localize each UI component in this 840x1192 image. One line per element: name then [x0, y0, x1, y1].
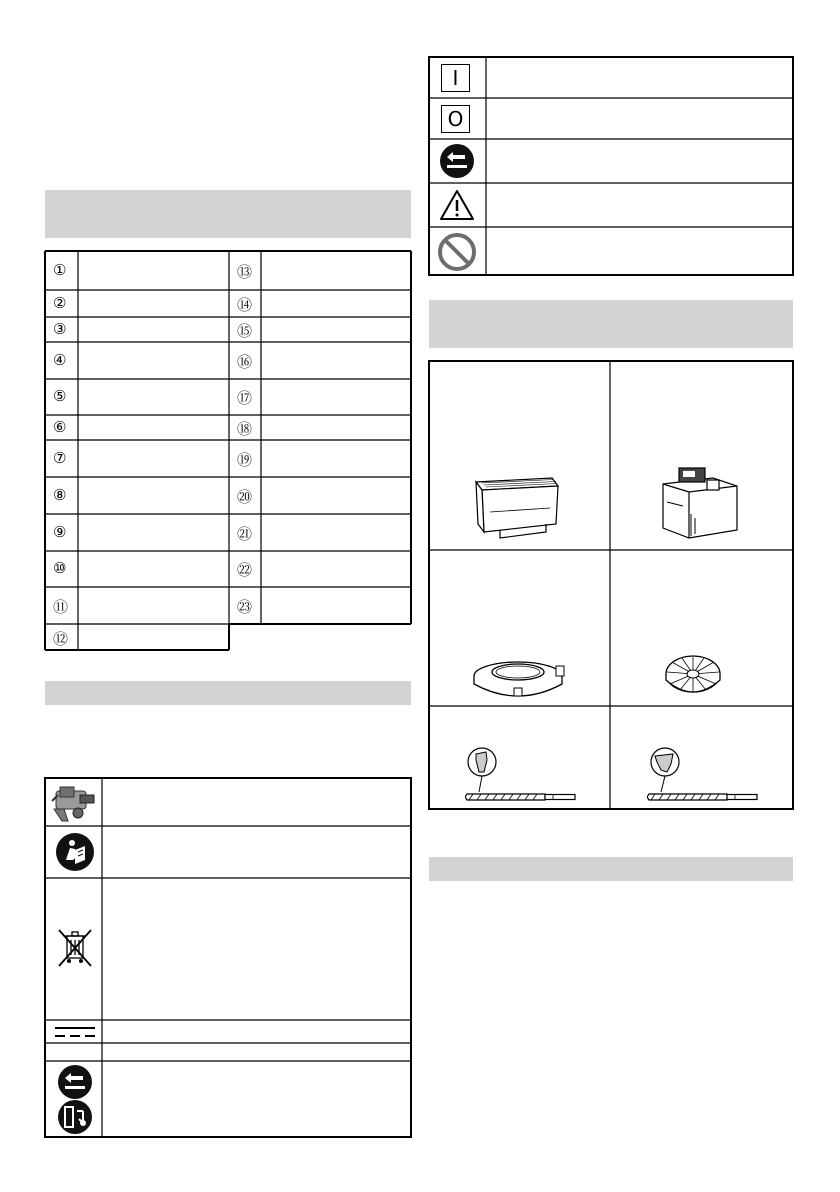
part-number: ⑧ — [53, 486, 67, 504]
ring-seal-image — [470, 654, 570, 702]
part-number: ⑮ — [237, 322, 253, 340]
section-header-bar — [429, 857, 793, 881]
part-number: ⑪ — [53, 598, 69, 616]
filter-cartridge-image — [470, 472, 562, 540]
part-number: ② — [53, 294, 67, 312]
part-number: ⑤ — [53, 387, 67, 405]
part-number: ㉓ — [237, 598, 253, 616]
part-number: ⑫ — [53, 630, 69, 648]
part-number: ⑱ — [237, 420, 253, 438]
part-number: ⑩ — [53, 559, 67, 577]
drill-bit-image — [647, 746, 759, 804]
drill-bit-image — [465, 746, 577, 804]
part-number: ㉑ — [237, 525, 253, 543]
part-number: ⑬ — [237, 263, 253, 281]
part-number: ④ — [53, 351, 67, 369]
switch-off-label: O — [447, 107, 464, 131]
part-number: ⑳ — [237, 488, 253, 506]
part-number: ⑨ — [53, 523, 67, 541]
switch-on-label: I — [452, 66, 459, 90]
filter-disc-image — [664, 652, 722, 700]
part-number: ⑥ — [53, 418, 67, 436]
part-number: ⑰ — [237, 389, 253, 407]
part-number: ① — [53, 261, 67, 279]
part-number: ③ — [53, 320, 67, 338]
part-number: ⑭ — [237, 296, 253, 314]
part-number: ⑦ — [53, 449, 67, 467]
part-number: ㉒ — [237, 561, 253, 579]
dust-case-image — [653, 462, 747, 544]
part-number: ⑲ — [237, 451, 253, 469]
part-number: ⑯ — [237, 353, 253, 371]
